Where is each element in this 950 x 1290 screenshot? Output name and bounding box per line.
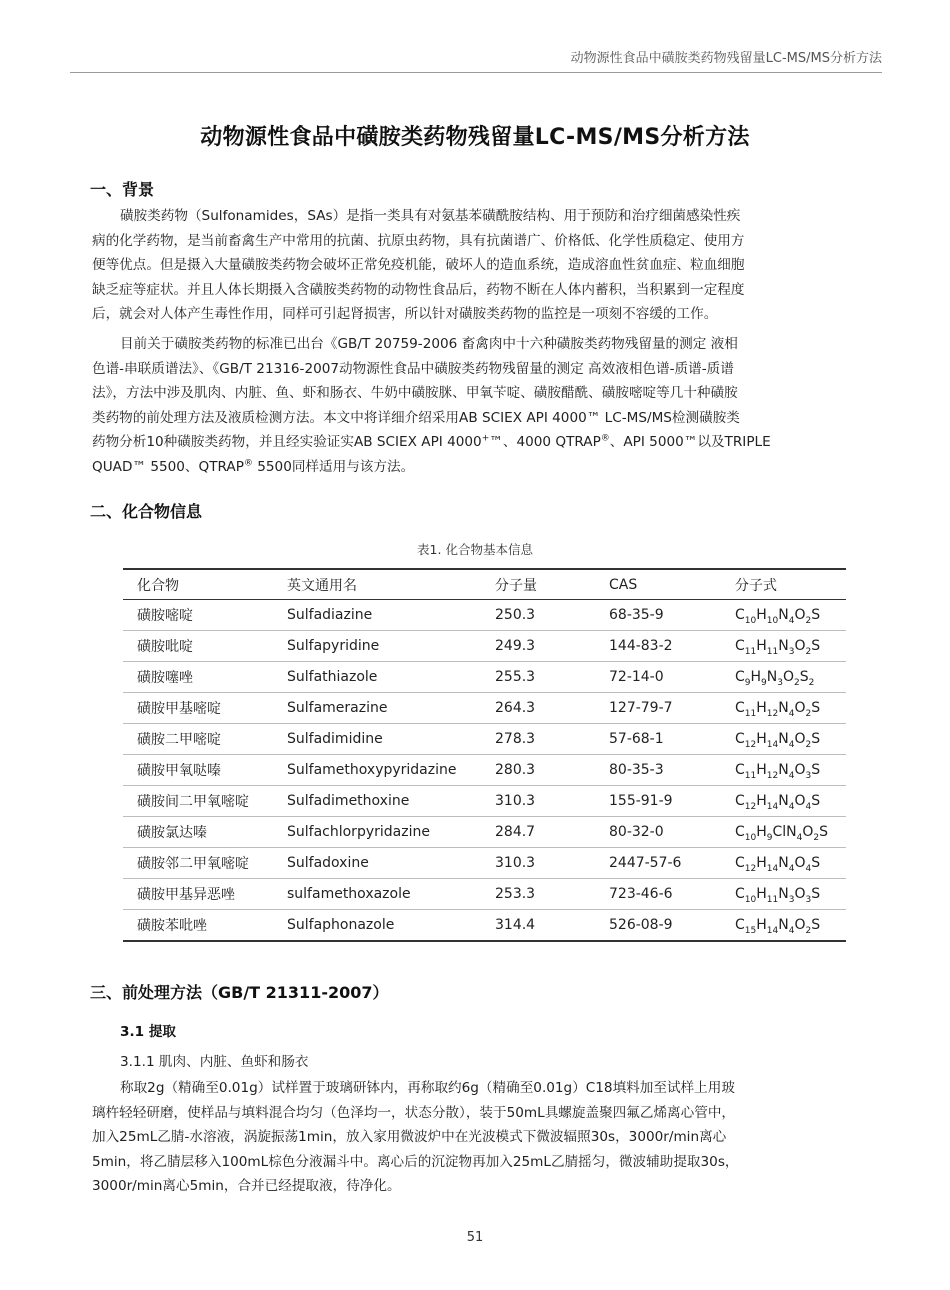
formula-subscript: 2 [805,925,812,936]
compound-name-cell: 磺胺苯吡唑 [137,918,207,934]
molecular-weight-cell: 255.3 [495,669,536,685]
formula-subscript: 3 [788,646,795,657]
compound-name-cell: 磺胺邻二甲氧嘧啶 [137,856,249,872]
compound-name-cell: 磺胺噻唑 [137,670,193,686]
formula-element: N [778,886,789,902]
formula-element: H [756,886,767,902]
formula-element: N [778,638,789,654]
paragraph-line: 称取2g（精确至0.01g）试样置于玻璃研钵内，再称取约6g（精确至0.01g）C18填料加至试样上用玻 [120,1080,735,1096]
column-header-compound: 化合物 [137,577,179,594]
compound-name-cell: 磺胺甲基异恶唑 [137,887,235,903]
compound-table [123,568,846,942]
english-name-cell: Sulfachlorpyridazine [287,824,430,840]
registered-mark: ® [243,457,253,468]
formula-subscript: 11 [766,894,779,905]
formula-subscript: 4 [788,739,795,750]
formula-subscript: 2 [808,677,815,688]
formula-element: H [756,607,767,623]
english-name-cell: Sulfadiazine [287,607,373,623]
formula-element: O [794,607,806,623]
paragraph-line: 璃杵轻轻研磨，使样品与填料混合均匀（色泽均一，状态分散），装于50mL具螺旋盖聚四氟乙烯离心管中， [92,1104,736,1121]
table-row [123,600,846,631]
paragraph-line: 加入25mL乙腈-水溶液，涡旋振荡1min，放入家用微波炉中在光波模式下微波辐照30s，3000r/min离心 [92,1129,727,1145]
formula-element: O [794,700,806,716]
formula-cell [721,817,846,848]
formula-subscript: 4 [788,863,795,874]
column-header-molecular-weight: 分子量 [495,577,537,594]
formula-element: ClN [772,824,797,840]
formula-element: N [778,607,789,623]
subsubsection-heading: 3.1.1 肌肉、内脏、鱼虾和肠衣 [120,1054,309,1070]
document-title: 动物源性食品中磺胺类药物残留量LC-MS/MS分析方法 [200,125,750,150]
table-row [123,662,846,693]
cas-cell: 80-35-3 [609,762,664,778]
formula-element: H [756,762,767,778]
table-row [123,786,846,817]
molecular-weight-cell: 310.3 [495,855,536,871]
compound-name-cell: 磺胺甲氧哒嗪 [137,763,221,779]
formula-element: O [802,824,814,840]
formula-subscript: 15 [744,925,757,936]
formula-subscript: 3 [805,770,812,781]
formula-element: C [735,824,745,840]
column-header-formula: 分子式 [735,577,777,594]
formula-element: N [778,855,789,871]
formula-element: O [794,886,806,902]
formula-element: H [756,731,767,747]
formula-subscript: 4 [805,801,812,812]
english-name-cell: Sulfamethoxypyridazine [287,762,457,778]
formula-subscript: 12 [744,739,757,750]
formula-subscript: 10 [744,615,757,626]
formula-element: O [794,855,806,871]
text-run: 、API 5000™以及TRIPLE [609,434,771,450]
cas-cell: 2447-57-6 [609,855,682,871]
english-name-cell: Sulfathiazole [287,669,378,685]
formula-element: C [735,793,745,809]
formula-subscript: 12 [766,708,779,719]
molecular-weight-cell: 310.3 [495,793,536,809]
formula-cell [721,755,846,786]
formula-subscript: 11 [766,646,779,657]
formula-subscript: 14 [766,925,779,936]
table-row [123,910,846,942]
formula-cell [721,786,846,817]
paragraph-line: 缺乏症等症状。并且人体长期摄入含磺胺类药物的动物性食品后，药物不断在人体内蓄积，当积累到一定程度 [92,281,745,298]
section-heading-compound-info: 二、化合物信息 [90,502,203,521]
superscript-plus: + [481,433,490,444]
molecular-weight-cell: 314.4 [495,917,536,933]
formula-element: S [819,824,829,840]
table-row [123,755,846,786]
compound-name-cell: 磺胺二甲嘧啶 [137,732,221,748]
formula-element: H [756,638,767,654]
table-row [123,879,846,910]
molecular-weight-cell: 253.3 [495,886,536,902]
text-run: 药物分析10种磺胺类药物，并且经实验证实AB SCIEX API 4000 [92,434,482,450]
formula-element: O [794,762,806,778]
english-name-cell: Sulfamerazine [287,700,388,716]
paragraph-line: 后，就会对人体产生毒性作用，同样可引起肾损害，所以针对磺胺类药物的监控是一项刻不容缓的工作。 [92,306,718,322]
formula-element: S [811,762,821,778]
formula-element: N [778,700,789,716]
compound-name-cell: 磺胺氯达嗪 [137,825,207,841]
compound-name-cell: 磺胺吡啶 [137,639,193,655]
formula-element: S [811,793,821,809]
formula-element: O [783,669,795,685]
formula-subscript: 2 [805,615,812,626]
formula-subscript: 10 [744,832,757,843]
formula-element: O [794,638,806,654]
formula-element: C [735,886,745,902]
table-body [123,600,846,942]
paragraph-line [92,430,860,455]
formula-element: C [735,917,745,933]
formula-element: H [756,855,767,871]
paragraph-line: 目前关于磺胺类药物的标准已出台《GB/T 20759-2006 畜禽肉中十六种磺胺类药物残留量的测定 液相 [120,336,738,352]
formula-subscript: 10 [766,615,779,626]
compound-name-cell: 磺胺嘧啶 [137,608,193,624]
english-name-cell: Sulfadimidine [287,731,383,747]
molecular-weight-cell: 278.3 [495,731,536,747]
formula-subscript: 2 [813,832,820,843]
formula-subscript: 3 [788,894,795,905]
cas-cell: 80-32-0 [609,824,664,840]
formula-subscript: 11 [744,646,757,657]
formula-element: S [811,886,821,902]
formula-subscript: 12 [744,863,757,874]
formula-subscript: 12 [766,770,779,781]
english-name-cell: Sulfadimethoxine [287,793,410,809]
formula-element: N [778,917,789,933]
extraction-paragraph [92,1076,860,1199]
cas-cell: 127-79-7 [609,700,673,716]
background-paragraph-1 [92,204,860,327]
molecular-weight-cell: 249.3 [495,638,536,654]
formula-element: H [756,824,767,840]
formula-subscript: 9 [766,832,773,843]
formula-cell [721,910,846,942]
table-row [123,848,846,879]
formula-element: S [811,855,821,871]
formula-subscript: 4 [788,708,795,719]
formula-element: S [811,917,821,933]
english-name-cell: Sulfaphonazole [287,917,395,933]
table-caption: 表1. 化合物基本信息 [417,542,533,557]
formula-subscript: 4 [788,925,795,936]
formula-subscript: 4 [796,832,803,843]
table-row [123,817,846,848]
molecular-weight-cell: 250.3 [495,607,536,623]
formula-element: N [778,731,789,747]
formula-subscript: 12 [744,801,757,812]
formula-element: S [799,669,809,685]
molecular-weight-cell: 284.7 [495,824,536,840]
formula-element: O [794,793,806,809]
formula-cell [721,662,846,693]
molecular-weight-cell: 280.3 [495,762,536,778]
formula-subscript: 2 [805,739,812,750]
registered-mark: ® [600,433,610,444]
compound-name-cell: 磺胺甲基嘧啶 [137,701,221,717]
formula-element: N [778,793,789,809]
formula-subscript: 3 [777,677,783,688]
subsection-heading-extraction: 3.1 提取 [120,1024,177,1040]
formula-subscript: 14 [766,863,779,874]
formula-element: H [756,917,767,933]
text-run: 5500同样适用与该方法。 [252,458,415,475]
text-run: ™、4000 QTRAP [489,434,601,450]
molecular-weight-cell: 264.3 [495,700,536,716]
paragraph-line: 类药物的前处理方法及液质检测方法。本文中将详细介绍采用AB SCIEX API 4000™ LC-MS/MS检测磺胺类 [92,409,740,426]
paragraph-line: 病的化学药物，是当前畜禽生产中常用的抗菌、抗原虫药物，具有抗菌谱广、价格低、化学性质稳定、使用方 [92,232,745,249]
formula-subscript: 10 [744,894,757,905]
cas-cell: 68-35-9 [609,607,664,623]
formula-subscript: 14 [766,739,779,750]
cas-cell: 57-68-1 [609,731,664,747]
formula-cell [721,724,846,755]
paragraph-line [92,455,860,480]
formula-element: C [735,700,745,716]
running-header: 动物源性食品中磺胺类药物残留量LC-MS/MS分析方法 [70,50,882,73]
table-row [123,693,846,724]
formula-element: H [756,700,767,716]
formula-element: H [750,669,762,685]
cas-cell: 72-14-0 [609,669,664,685]
section-heading-background: 一、背景 [90,180,155,199]
column-header-cas: CAS [609,576,638,593]
formula-element: N [778,762,789,778]
formula-element: O [794,731,806,747]
cas-cell: 144-83-2 [609,638,673,654]
english-name-cell: sulfamethoxazole [287,886,411,902]
formula-subscript: 9 [761,677,767,688]
formula-cell [721,848,846,879]
table-header-row [123,569,846,600]
formula-subscript: 2 [794,677,800,688]
formula-cell [721,600,846,631]
background-paragraph-2 [92,332,860,479]
english-name-cell: Sulfapyridine [287,638,380,654]
formula-subscript: 4 [788,615,795,626]
paragraph-line: 磺胺类药物（Sulfonamides，SAs）是指一类具有对氨基苯磺酰胺结构、用于预防和治疗细菌感染性疾 [120,208,741,224]
paragraph-line: 5min，将乙腈层移入100mL棕色分液漏斗中。离心后的沉淀物再加入25mL乙腈摇匀，微波辅助提取30s， [92,1153,739,1170]
formula-element: O [794,917,806,933]
page-number: 51 [466,1230,484,1245]
paragraph-line: 3000r/min离心5min，合并已经提取液，待净化。 [92,1178,401,1194]
formula-element: C [735,855,745,871]
formula-subscript: 11 [744,708,757,719]
formula-subscript: 2 [805,708,812,719]
formula-element: C [735,638,745,654]
cas-cell: 526-08-9 [609,917,673,933]
formula-element: C [735,669,745,685]
formula-subscript: 9 [744,677,751,688]
formula-element: H [756,793,767,809]
formula-element: S [811,731,821,747]
paragraph-line: 法》，方法中涉及肌肉、内脏、鱼、虾和肠衣、牛奶中磺胺脒、甲氧苄啶、磺胺醋酰、磺胺嘧啶等几十种磺胺 [92,385,738,401]
cas-cell: 723-46-6 [609,886,673,902]
formula-element: S [811,607,821,623]
formula-subscript: 3 [805,894,812,905]
section-heading-pretreatment: 三、前处理方法（GB/T 21311-2007） [90,983,389,1002]
formula-element: C [735,607,745,623]
formula-subscript: 4 [788,770,795,781]
formula-element: C [735,762,745,778]
formula-subscript: 14 [766,801,779,812]
formula-element: N [766,669,778,685]
formula-subscript: 4 [805,863,812,874]
formula-element: C [735,731,745,747]
cas-cell: 155-91-9 [609,793,673,809]
formula-element: S [811,638,821,654]
formula-element: S [811,700,821,716]
table-row [123,631,846,662]
formula-subscript: 11 [744,770,757,781]
formula-subscript: 4 [788,801,795,812]
paragraph-line: 色谱-串联质谱法》、《GB/T 21316-2007动物源性食品中磺胺类药物残留量的测定 高效液相色谱-质谱-质谱 [92,360,734,377]
paragraph-line: 便等优点。但是摄入大量磺胺类药物会破坏正常免疫机能，破坏人的造血系统，造成溶血性贫血症、粒血细胞 [92,257,745,273]
formula-cell [721,631,846,662]
compound-name-cell: 磺胺间二甲氧嘧啶 [137,794,249,810]
column-header-english-name: 英文通用名 [287,577,357,594]
formula-subscript: 2 [805,646,812,657]
text-run: QUAD™ 5500、QTRAP [92,458,244,475]
english-name-cell: Sulfadoxine [287,855,369,871]
formula-cell [721,693,846,724]
formula-cell [721,879,846,910]
table-row [123,724,846,755]
